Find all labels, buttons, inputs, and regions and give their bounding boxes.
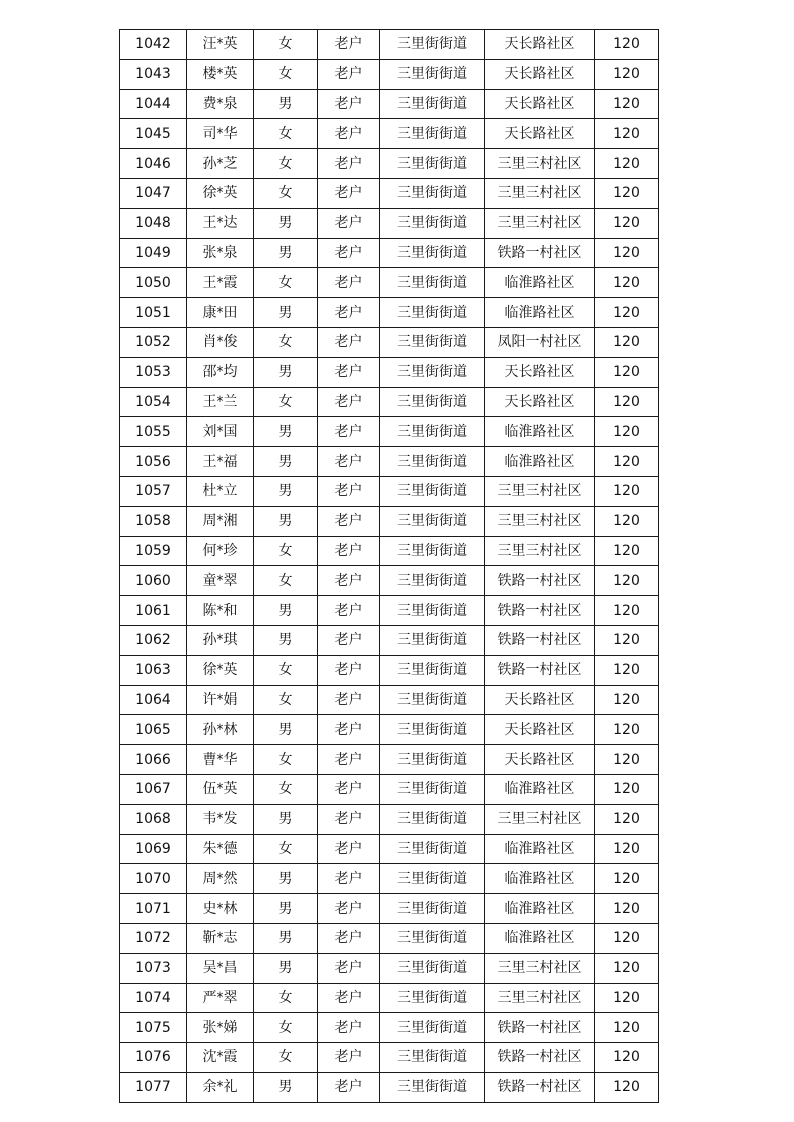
cell-amount: 120 bbox=[595, 774, 659, 804]
cell-gender: 男 bbox=[254, 804, 318, 834]
cell-amount: 120 bbox=[595, 715, 659, 745]
cell-community: 天长路社区 bbox=[485, 119, 595, 149]
cell-category: 老户 bbox=[318, 30, 380, 60]
cell-category: 老户 bbox=[318, 804, 380, 834]
cell-record-number: 1055 bbox=[120, 417, 187, 447]
cell-record-number: 1046 bbox=[120, 149, 187, 179]
cell-amount: 120 bbox=[595, 119, 659, 149]
cell-street: 三里街街道 bbox=[380, 298, 485, 328]
cell-category: 老户 bbox=[318, 447, 380, 477]
cell-name: 何*珍 bbox=[187, 536, 254, 566]
cell-street: 三里街街道 bbox=[380, 268, 485, 298]
cell-record-number: 1070 bbox=[120, 864, 187, 894]
cell-street: 三里街街道 bbox=[380, 149, 485, 179]
cell-category: 老户 bbox=[318, 387, 380, 417]
cell-name: 陈*和 bbox=[187, 596, 254, 626]
table-row bbox=[120, 417, 659, 447]
cell-name: 肖*俊 bbox=[187, 327, 254, 357]
cell-amount: 120 bbox=[595, 566, 659, 596]
cell-amount: 120 bbox=[595, 894, 659, 924]
cell-amount: 120 bbox=[595, 178, 659, 208]
cell-street: 三里街街道 bbox=[380, 774, 485, 804]
cell-gender: 女 bbox=[254, 655, 318, 685]
cell-gender: 男 bbox=[254, 238, 318, 268]
cell-name: 靳*志 bbox=[187, 923, 254, 953]
cell-record-number: 1065 bbox=[120, 715, 187, 745]
table-row bbox=[120, 1013, 659, 1043]
cell-record-number: 1054 bbox=[120, 387, 187, 417]
cell-category: 老户 bbox=[318, 774, 380, 804]
cell-name: 张*娣 bbox=[187, 1013, 254, 1043]
cell-community: 临淮路社区 bbox=[485, 894, 595, 924]
cell-community: 铁路一村社区 bbox=[485, 1013, 595, 1043]
cell-name: 邵*均 bbox=[187, 357, 254, 387]
cell-name: 余*礼 bbox=[187, 1072, 254, 1102]
cell-community: 三里三村社区 bbox=[485, 178, 595, 208]
cell-street: 三里街街道 bbox=[380, 238, 485, 268]
table-row bbox=[120, 149, 659, 179]
cell-street: 三里街街道 bbox=[380, 685, 485, 715]
cell-gender: 男 bbox=[254, 447, 318, 477]
cell-name: 周*然 bbox=[187, 864, 254, 894]
cell-street: 三里街街道 bbox=[380, 417, 485, 447]
cell-category: 老户 bbox=[318, 417, 380, 447]
table-row bbox=[120, 953, 659, 983]
cell-record-number: 1059 bbox=[120, 536, 187, 566]
cell-category: 老户 bbox=[318, 625, 380, 655]
cell-category: 老户 bbox=[318, 506, 380, 536]
cell-community: 天长路社区 bbox=[485, 357, 595, 387]
cell-name: 孙*琪 bbox=[187, 625, 254, 655]
table-row bbox=[120, 387, 659, 417]
cell-street: 三里街街道 bbox=[380, 923, 485, 953]
cell-gender: 女 bbox=[254, 387, 318, 417]
cell-name: 费*泉 bbox=[187, 89, 254, 119]
table-row bbox=[120, 506, 659, 536]
cell-name: 刘*国 bbox=[187, 417, 254, 447]
cell-gender: 男 bbox=[254, 298, 318, 328]
cell-category: 老户 bbox=[318, 149, 380, 179]
cell-amount: 120 bbox=[595, 1013, 659, 1043]
cell-name: 王*霞 bbox=[187, 268, 254, 298]
cell-category: 老户 bbox=[318, 178, 380, 208]
cell-name: 徐*英 bbox=[187, 655, 254, 685]
cell-amount: 120 bbox=[595, 506, 659, 536]
cell-gender: 女 bbox=[254, 983, 318, 1013]
cell-name: 汪*英 bbox=[187, 30, 254, 60]
cell-community: 天长路社区 bbox=[485, 30, 595, 60]
cell-street: 三里街街道 bbox=[380, 447, 485, 477]
table-row bbox=[120, 178, 659, 208]
cell-community: 临淮路社区 bbox=[485, 834, 595, 864]
cell-amount: 120 bbox=[595, 298, 659, 328]
cell-record-number: 1056 bbox=[120, 447, 187, 477]
cell-category: 老户 bbox=[318, 59, 380, 89]
cell-amount: 120 bbox=[595, 59, 659, 89]
cell-name: 张*泉 bbox=[187, 238, 254, 268]
cell-street: 三里街街道 bbox=[380, 745, 485, 775]
cell-gender: 女 bbox=[254, 745, 318, 775]
cell-record-number: 1066 bbox=[120, 745, 187, 775]
table-row bbox=[120, 30, 659, 60]
cell-community: 临淮路社区 bbox=[485, 774, 595, 804]
cell-community: 铁路一村社区 bbox=[485, 596, 595, 626]
cell-record-number: 1047 bbox=[120, 178, 187, 208]
cell-amount: 120 bbox=[595, 923, 659, 953]
table-row bbox=[120, 268, 659, 298]
cell-gender: 女 bbox=[254, 1043, 318, 1073]
cell-category: 老户 bbox=[318, 327, 380, 357]
table-row bbox=[120, 59, 659, 89]
table-row bbox=[120, 447, 659, 477]
cell-name: 吴*昌 bbox=[187, 953, 254, 983]
cell-record-number: 1072 bbox=[120, 923, 187, 953]
cell-category: 老户 bbox=[318, 476, 380, 506]
cell-gender: 男 bbox=[254, 417, 318, 447]
cell-community: 凤阳一村社区 bbox=[485, 327, 595, 357]
cell-category: 老户 bbox=[318, 536, 380, 566]
cell-street: 三里街街道 bbox=[380, 89, 485, 119]
cell-category: 老户 bbox=[318, 655, 380, 685]
cell-amount: 120 bbox=[595, 655, 659, 685]
table-row bbox=[120, 208, 659, 238]
cell-record-number: 1064 bbox=[120, 685, 187, 715]
cell-category: 老户 bbox=[318, 864, 380, 894]
cell-amount: 120 bbox=[595, 864, 659, 894]
cell-street: 三里街街道 bbox=[380, 1043, 485, 1073]
cell-community: 三里三村社区 bbox=[485, 149, 595, 179]
cell-community: 三里三村社区 bbox=[485, 804, 595, 834]
cell-record-number: 1050 bbox=[120, 268, 187, 298]
cell-category: 老户 bbox=[318, 596, 380, 626]
cell-street: 三里街街道 bbox=[380, 983, 485, 1013]
roster-table-body bbox=[120, 30, 659, 1103]
cell-community: 天长路社区 bbox=[485, 89, 595, 119]
cell-category: 老户 bbox=[318, 298, 380, 328]
table-row bbox=[120, 685, 659, 715]
cell-gender: 女 bbox=[254, 327, 318, 357]
cell-community: 三里三村社区 bbox=[485, 953, 595, 983]
cell-category: 老户 bbox=[318, 715, 380, 745]
cell-street: 三里街街道 bbox=[380, 387, 485, 417]
cell-amount: 120 bbox=[595, 149, 659, 179]
cell-street: 三里街街道 bbox=[380, 1072, 485, 1102]
cell-community: 三里三村社区 bbox=[485, 506, 595, 536]
cell-gender: 女 bbox=[254, 268, 318, 298]
cell-category: 老户 bbox=[318, 745, 380, 775]
cell-community: 临淮路社区 bbox=[485, 923, 595, 953]
cell-record-number: 1058 bbox=[120, 506, 187, 536]
cell-street: 三里街街道 bbox=[380, 953, 485, 983]
table-row bbox=[120, 238, 659, 268]
table-row bbox=[120, 89, 659, 119]
cell-record-number: 1061 bbox=[120, 596, 187, 626]
cell-name: 司*华 bbox=[187, 119, 254, 149]
cell-category: 老户 bbox=[318, 894, 380, 924]
table-row bbox=[120, 804, 659, 834]
cell-record-number: 1057 bbox=[120, 476, 187, 506]
cell-record-number: 1068 bbox=[120, 804, 187, 834]
cell-amount: 120 bbox=[595, 685, 659, 715]
cell-name: 徐*英 bbox=[187, 178, 254, 208]
cell-name: 伍*英 bbox=[187, 774, 254, 804]
cell-community: 天长路社区 bbox=[485, 387, 595, 417]
cell-gender: 男 bbox=[254, 357, 318, 387]
cell-amount: 120 bbox=[595, 596, 659, 626]
cell-community: 铁路一村社区 bbox=[485, 1072, 595, 1102]
cell-gender: 男 bbox=[254, 894, 318, 924]
table-row bbox=[120, 476, 659, 506]
cell-name: 韦*发 bbox=[187, 804, 254, 834]
cell-name: 许*娟 bbox=[187, 685, 254, 715]
cell-category: 老户 bbox=[318, 268, 380, 298]
cell-street: 三里街街道 bbox=[380, 536, 485, 566]
cell-gender: 女 bbox=[254, 1013, 318, 1043]
cell-street: 三里街街道 bbox=[380, 834, 485, 864]
table-row bbox=[120, 923, 659, 953]
cell-name: 童*翠 bbox=[187, 566, 254, 596]
cell-gender: 女 bbox=[254, 834, 318, 864]
cell-community: 临淮路社区 bbox=[485, 417, 595, 447]
cell-street: 三里街街道 bbox=[380, 59, 485, 89]
cell-street: 三里街街道 bbox=[380, 894, 485, 924]
cell-community: 临淮路社区 bbox=[485, 298, 595, 328]
cell-name: 杜*立 bbox=[187, 476, 254, 506]
cell-gender: 女 bbox=[254, 30, 318, 60]
cell-street: 三里街街道 bbox=[380, 327, 485, 357]
table-row bbox=[120, 119, 659, 149]
table-row bbox=[120, 357, 659, 387]
cell-street: 三里街街道 bbox=[380, 506, 485, 536]
cell-record-number: 1052 bbox=[120, 327, 187, 357]
table-row bbox=[120, 864, 659, 894]
table-row bbox=[120, 715, 659, 745]
cell-amount: 120 bbox=[595, 30, 659, 60]
cell-amount: 120 bbox=[595, 1043, 659, 1073]
cell-gender: 女 bbox=[254, 566, 318, 596]
cell-gender: 女 bbox=[254, 685, 318, 715]
cell-record-number: 1053 bbox=[120, 357, 187, 387]
table-row bbox=[120, 894, 659, 924]
table-row bbox=[120, 298, 659, 328]
cell-gender: 男 bbox=[254, 625, 318, 655]
cell-record-number: 1063 bbox=[120, 655, 187, 685]
cell-category: 老户 bbox=[318, 1043, 380, 1073]
cell-community: 三里三村社区 bbox=[485, 983, 595, 1013]
cell-name: 王*达 bbox=[187, 208, 254, 238]
cell-amount: 120 bbox=[595, 983, 659, 1013]
cell-record-number: 1043 bbox=[120, 59, 187, 89]
cell-record-number: 1075 bbox=[120, 1013, 187, 1043]
cell-street: 三里街街道 bbox=[380, 864, 485, 894]
cell-category: 老户 bbox=[318, 953, 380, 983]
cell-category: 老户 bbox=[318, 208, 380, 238]
cell-record-number: 1076 bbox=[120, 1043, 187, 1073]
table-row bbox=[120, 1072, 659, 1102]
cell-record-number: 1073 bbox=[120, 953, 187, 983]
cell-street: 三里街街道 bbox=[380, 596, 485, 626]
table-row bbox=[120, 1043, 659, 1073]
cell-amount: 120 bbox=[595, 268, 659, 298]
cell-community: 铁路一村社区 bbox=[485, 625, 595, 655]
cell-category: 老户 bbox=[318, 1013, 380, 1043]
cell-street: 三里街街道 bbox=[380, 804, 485, 834]
cell-amount: 120 bbox=[595, 327, 659, 357]
cell-amount: 120 bbox=[595, 1072, 659, 1102]
table-row bbox=[120, 774, 659, 804]
table-row bbox=[120, 834, 659, 864]
cell-gender: 男 bbox=[254, 476, 318, 506]
cell-community: 三里三村社区 bbox=[485, 476, 595, 506]
cell-street: 三里街街道 bbox=[380, 208, 485, 238]
cell-community: 天长路社区 bbox=[485, 685, 595, 715]
cell-community: 三里三村社区 bbox=[485, 536, 595, 566]
cell-street: 三里街街道 bbox=[380, 1013, 485, 1043]
cell-community: 天长路社区 bbox=[485, 59, 595, 89]
cell-gender: 女 bbox=[254, 149, 318, 179]
cell-name: 孙*芝 bbox=[187, 149, 254, 179]
cell-community: 天长路社区 bbox=[485, 715, 595, 745]
cell-street: 三里街街道 bbox=[380, 30, 485, 60]
cell-category: 老户 bbox=[318, 983, 380, 1013]
cell-record-number: 1051 bbox=[120, 298, 187, 328]
cell-amount: 120 bbox=[595, 804, 659, 834]
cell-record-number: 1060 bbox=[120, 566, 187, 596]
cell-community: 天长路社区 bbox=[485, 745, 595, 775]
cell-name: 王*兰 bbox=[187, 387, 254, 417]
cell-amount: 120 bbox=[595, 447, 659, 477]
cell-gender: 男 bbox=[254, 864, 318, 894]
cell-gender: 女 bbox=[254, 536, 318, 566]
cell-record-number: 1049 bbox=[120, 238, 187, 268]
table-row bbox=[120, 983, 659, 1013]
cell-amount: 120 bbox=[595, 387, 659, 417]
cell-community: 铁路一村社区 bbox=[485, 655, 595, 685]
cell-category: 老户 bbox=[318, 685, 380, 715]
cell-gender: 女 bbox=[254, 774, 318, 804]
cell-name: 沈*霞 bbox=[187, 1043, 254, 1073]
cell-category: 老户 bbox=[318, 238, 380, 268]
cell-street: 三里街街道 bbox=[380, 625, 485, 655]
cell-gender: 男 bbox=[254, 1072, 318, 1102]
cell-record-number: 1042 bbox=[120, 30, 187, 60]
cell-community: 铁路一村社区 bbox=[485, 566, 595, 596]
cell-gender: 女 bbox=[254, 59, 318, 89]
cell-street: 三里街街道 bbox=[380, 476, 485, 506]
cell-street: 三里街街道 bbox=[380, 178, 485, 208]
cell-community: 临淮路社区 bbox=[485, 268, 595, 298]
cell-amount: 120 bbox=[595, 625, 659, 655]
cell-amount: 120 bbox=[595, 417, 659, 447]
cell-category: 老户 bbox=[318, 357, 380, 387]
cell-amount: 120 bbox=[595, 953, 659, 983]
cell-community: 铁路一村社区 bbox=[485, 238, 595, 268]
cell-amount: 120 bbox=[595, 476, 659, 506]
table-row bbox=[120, 327, 659, 357]
table-row bbox=[120, 745, 659, 775]
cell-gender: 男 bbox=[254, 923, 318, 953]
cell-community: 三里三村社区 bbox=[485, 208, 595, 238]
cell-amount: 120 bbox=[595, 238, 659, 268]
cell-record-number: 1077 bbox=[120, 1072, 187, 1102]
cell-category: 老户 bbox=[318, 834, 380, 864]
cell-gender: 男 bbox=[254, 715, 318, 745]
cell-community: 铁路一村社区 bbox=[485, 1043, 595, 1073]
cell-gender: 男 bbox=[254, 506, 318, 536]
cell-gender: 男 bbox=[254, 89, 318, 119]
cell-category: 老户 bbox=[318, 1072, 380, 1102]
cell-gender: 男 bbox=[254, 208, 318, 238]
cell-record-number: 1071 bbox=[120, 894, 187, 924]
cell-name: 楼*英 bbox=[187, 59, 254, 89]
table-row bbox=[120, 596, 659, 626]
cell-street: 三里街街道 bbox=[380, 655, 485, 685]
cell-name: 王*福 bbox=[187, 447, 254, 477]
cell-name: 孙*林 bbox=[187, 715, 254, 745]
cell-name: 朱*德 bbox=[187, 834, 254, 864]
cell-gender: 男 bbox=[254, 953, 318, 983]
cell-record-number: 1067 bbox=[120, 774, 187, 804]
cell-amount: 120 bbox=[595, 89, 659, 119]
table-row bbox=[120, 536, 659, 566]
cell-gender: 女 bbox=[254, 119, 318, 149]
cell-name: 严*翠 bbox=[187, 983, 254, 1013]
cell-name: 曹*华 bbox=[187, 745, 254, 775]
cell-record-number: 1045 bbox=[120, 119, 187, 149]
cell-record-number: 1069 bbox=[120, 834, 187, 864]
cell-amount: 120 bbox=[595, 536, 659, 566]
cell-amount: 120 bbox=[595, 834, 659, 864]
roster-table bbox=[119, 29, 659, 1103]
cell-amount: 120 bbox=[595, 357, 659, 387]
cell-record-number: 1062 bbox=[120, 625, 187, 655]
cell-category: 老户 bbox=[318, 923, 380, 953]
cell-street: 三里街街道 bbox=[380, 715, 485, 745]
cell-record-number: 1044 bbox=[120, 89, 187, 119]
table-row bbox=[120, 625, 659, 655]
table-row bbox=[120, 566, 659, 596]
cell-street: 三里街街道 bbox=[380, 119, 485, 149]
cell-amount: 120 bbox=[595, 208, 659, 238]
cell-street: 三里街街道 bbox=[380, 357, 485, 387]
cell-category: 老户 bbox=[318, 566, 380, 596]
cell-record-number: 1048 bbox=[120, 208, 187, 238]
cell-category: 老户 bbox=[318, 119, 380, 149]
cell-record-number: 1074 bbox=[120, 983, 187, 1013]
cell-community: 临淮路社区 bbox=[485, 864, 595, 894]
cell-category: 老户 bbox=[318, 89, 380, 119]
cell-name: 史*林 bbox=[187, 894, 254, 924]
cell-street: 三里街街道 bbox=[380, 566, 485, 596]
cell-gender: 女 bbox=[254, 178, 318, 208]
cell-name: 周*湘 bbox=[187, 506, 254, 536]
cell-amount: 120 bbox=[595, 745, 659, 775]
cell-gender: 男 bbox=[254, 596, 318, 626]
cell-community: 临淮路社区 bbox=[485, 447, 595, 477]
cell-name: 康*田 bbox=[187, 298, 254, 328]
table-row bbox=[120, 655, 659, 685]
